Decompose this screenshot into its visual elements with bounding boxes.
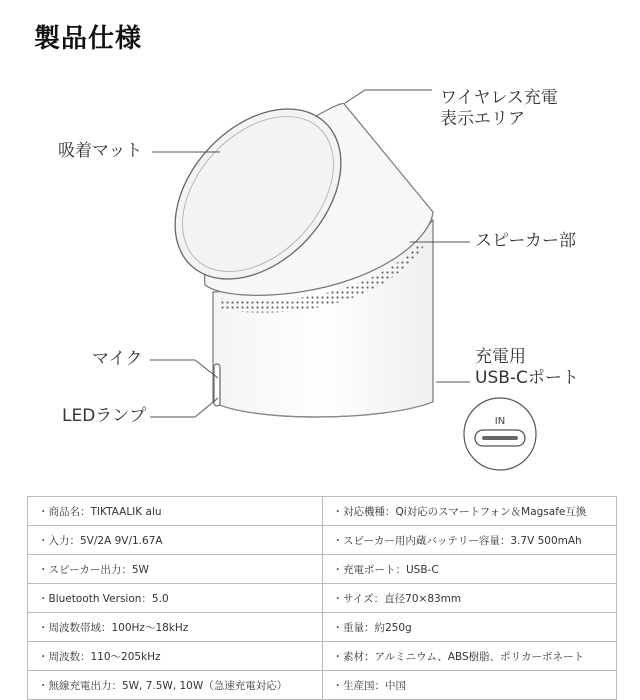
spec-table xyxy=(27,496,617,700)
port-label-line2: USB-Cポート xyxy=(475,368,579,388)
table-row xyxy=(28,555,617,584)
spec-cell: ・スピーカー用内蔵バッテリー容量：3.7V 500mAh xyxy=(322,526,617,555)
spec-cell: ・生産国：中国 xyxy=(322,671,617,700)
port-label xyxy=(475,347,579,389)
spec-cell: ・無線充電出力：5W, 7.5W, 10W（急速充電対応） xyxy=(28,671,323,700)
product-diagram xyxy=(0,70,640,490)
table-row xyxy=(28,584,617,613)
port-in-label: IN xyxy=(494,416,506,427)
mat-label: 吸着マット xyxy=(58,141,143,161)
indicator-label xyxy=(440,88,558,130)
spec-cell: ・対応機種：Qi対応のスマートフォン＆Magsafe互換 xyxy=(322,497,617,526)
table-row xyxy=(28,671,617,700)
speaker-label: スピーカー部 xyxy=(475,231,576,251)
spec-cell: ・重量：約250g xyxy=(322,613,617,642)
spec-cell: ・サイズ：直径70×83mm xyxy=(322,584,617,613)
table-row xyxy=(28,642,617,671)
spec-cell: ・周波数帯域：100Hz〜18kHz xyxy=(28,613,323,642)
table-row xyxy=(28,497,617,526)
table-row xyxy=(28,526,617,555)
indicator-label-line2: 表示エリア xyxy=(440,109,525,129)
spec-cell: ・入力：5V/2A 9V/1.67A xyxy=(28,526,323,555)
spec-cell: ・商品名：TIKTAALIK alu xyxy=(28,497,323,526)
page-title: 製品仕様 xyxy=(34,24,143,54)
spec-cell: ・素材：アルミニウム、ABS樹脂、ポリカーボネート xyxy=(322,642,617,671)
indicator-label-line1: ワイヤレス充電 xyxy=(440,88,558,108)
spec-cell: ・充電ポート：USB-C xyxy=(322,555,617,584)
spec-cell: ・周波数：110〜205kHz xyxy=(28,642,323,671)
port-label-line1: 充電用 xyxy=(475,347,526,367)
spec-cell: ・Bluetooth Version：5.0 xyxy=(28,584,323,613)
mic-led-slit xyxy=(214,364,220,406)
table-row xyxy=(28,613,617,642)
spec-cell: ・スピーカー出力：5W xyxy=(28,555,323,584)
led-label: LEDランプ xyxy=(62,406,147,426)
speaker-illustration xyxy=(0,70,640,490)
mic-label: マイク xyxy=(92,349,143,369)
